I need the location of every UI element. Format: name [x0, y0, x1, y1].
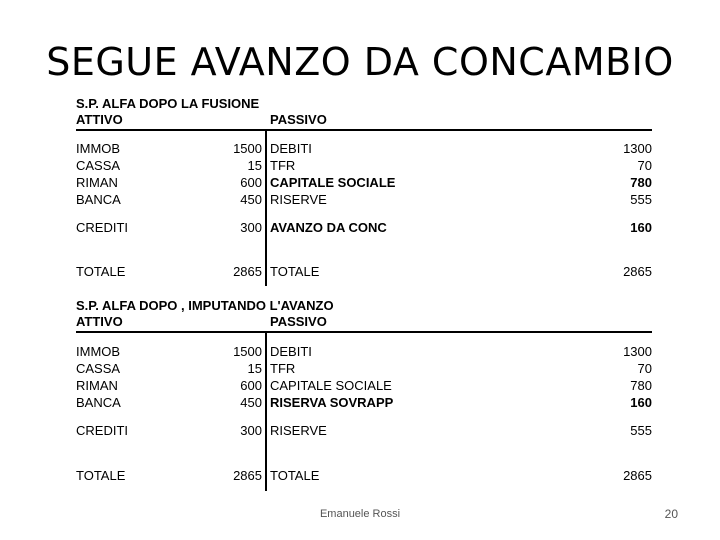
liability-value: 2865: [623, 264, 652, 279]
asset-label: IMMOB: [76, 141, 121, 156]
column-headers: [76, 314, 652, 330]
liability-label: CAPITALE SOCIALE: [270, 378, 392, 393]
asset-label: CREDITI: [76, 423, 128, 438]
liability-label: AVANZO DA CONC: [270, 220, 387, 235]
slide-title: SEGUE AVANZO DA CONCAMBIO: [46, 40, 674, 84]
liability-label: DEBITI: [270, 141, 312, 156]
table-row: [76, 377, 652, 394]
table-row: [76, 191, 652, 208]
table-row: [76, 174, 652, 191]
asset-value: 300: [240, 423, 262, 438]
liability-value: 160: [630, 220, 652, 235]
section-heading: S.P. ALFA DOPO , IMPUTANDO L'AVANZO: [76, 298, 334, 313]
table-row: [76, 157, 652, 174]
asset-label: CREDITI: [76, 220, 128, 235]
asset-value: 2865: [233, 468, 262, 483]
asset-label: RIMAN: [76, 378, 118, 393]
asset-label: TOTALE: [76, 264, 126, 279]
liability-value: 780: [630, 378, 652, 393]
passivo-header: PASSIVO: [270, 314, 327, 329]
total-row: [76, 263, 652, 280]
liability-label: RISERVA SOVRAPP: [270, 395, 394, 410]
attivo-header: ATTIVO: [76, 314, 123, 329]
liability-value: 70: [637, 158, 652, 173]
table-row: [76, 343, 652, 360]
asset-value: 1500: [233, 141, 262, 156]
liability-label: RISERVE: [270, 423, 327, 438]
liability-label: DEBITI: [270, 344, 312, 359]
asset-label: TOTALE: [76, 468, 126, 483]
asset-value: 450: [240, 192, 262, 207]
liability-label: TOTALE: [270, 468, 320, 483]
asset-label: BANCA: [76, 395, 121, 410]
page-number: 20: [664, 507, 678, 521]
table-row: [76, 422, 652, 439]
liability-value: 1300: [623, 141, 652, 156]
liability-value: 555: [630, 423, 652, 438]
passivo-header: PASSIVO: [270, 112, 327, 127]
header-rule: [76, 331, 652, 333]
balance-sheet-after-merger: [76, 96, 652, 292]
asset-value: 600: [240, 378, 262, 393]
table-row: [76, 360, 652, 377]
table-row: [76, 140, 652, 157]
liability-value: 1300: [623, 344, 652, 359]
asset-value: 15: [247, 361, 262, 376]
asset-label: CASSA: [76, 158, 121, 173]
asset-value: 600: [240, 175, 262, 190]
table-row: [76, 394, 652, 411]
liability-value: 70: [637, 361, 652, 376]
liability-value: 780: [630, 175, 652, 190]
asset-label: RIMAN: [76, 175, 118, 190]
asset-value: 2865: [233, 264, 262, 279]
liability-value: 555: [630, 192, 652, 207]
asset-value: 300: [240, 220, 262, 235]
section-heading: S.P. ALFA DOPO LA FUSIONE: [76, 96, 260, 111]
asset-value: 450: [240, 395, 262, 410]
footer-author: Emanuele Rossi: [319, 508, 401, 520]
balance-sheet-after-allocation: [76, 298, 652, 494]
liability-value: 160: [630, 395, 652, 410]
column-headers: [76, 112, 652, 128]
liability-label: TFR: [270, 361, 296, 376]
asset-value: 15: [247, 158, 262, 173]
total-row: [76, 467, 652, 484]
liability-value: 2865: [623, 468, 652, 483]
header-rule: [76, 129, 652, 131]
liability-label: TOTALE: [270, 264, 320, 279]
table-row: [76, 219, 652, 236]
liability-label: CAPITALE SOCIALE: [270, 175, 396, 190]
asset-label: BANCA: [76, 192, 121, 207]
asset-value: 1500: [233, 344, 262, 359]
asset-label: IMMOB: [76, 344, 121, 359]
attivo-header: ATTIVO: [76, 112, 123, 127]
liability-label: TFR: [270, 158, 296, 173]
liability-label: RISERVE: [270, 192, 327, 207]
asset-label: CASSA: [76, 361, 121, 376]
